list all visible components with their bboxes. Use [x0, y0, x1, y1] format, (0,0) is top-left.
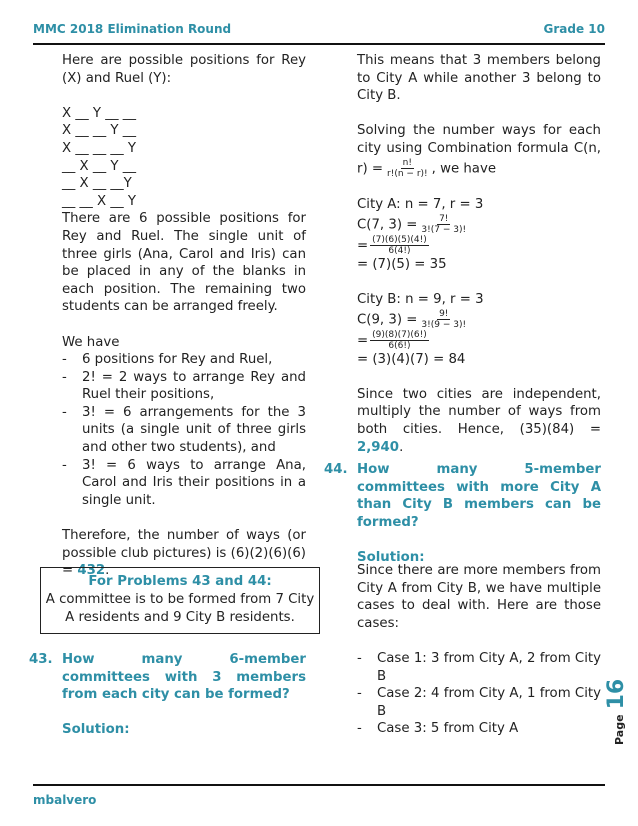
therefore-text: Therefore, the number of ways (or possible club pictures) is (6)(2)(6)(6) = 432.	[62, 528, 306, 579]
formula-para: Solving the number ways for each city using Combination formula C(n, r) = $\frac{n!}{r!(n - r)!}$ , we have	[357, 123, 601, 179]
city-b-simplify: = $\frac{(9)(8)(7)(6!)}{6(6!)}$	[357, 329, 427, 351]
problem-box	[40, 567, 320, 634]
page-header	[33, 22, 605, 42]
list-item: - Case 3: 5 from City A	[357, 721, 519, 737]
question-text: How many 5-member committees with more City A than City B members can be formed?	[357, 462, 601, 530]
answer-42: 432	[77, 563, 106, 579]
page-label: Page	[613, 714, 626, 745]
city-b-result: = (3)(4)(7) = 84	[357, 351, 466, 367]
position-line: X __ Y __ __	[62, 105, 137, 121]
question-44	[324, 461, 601, 567]
box-title: For Problems 43 and 44:	[88, 574, 272, 589]
explanation-text: There are 6 possible positions for Rey and Ruel. The single unit of three girls (Ana, Carol and Iris) can be placed in any of the blanks in each position. The remaining two students can be arranged freely.	[62, 211, 306, 315]
right-column	[357, 52, 601, 456]
list-item: - 2! = 2 ways to arrange Rey and Ruel their positions,	[62, 369, 306, 403]
header-title: MMC 2018 Elimination Round	[33, 22, 232, 36]
position-line: __ __ X __ Y	[62, 193, 137, 209]
list-item: - 6 positions for Rey and Ruel,	[62, 352, 273, 368]
position-line: __ X __ __Y	[62, 176, 132, 192]
question-number: 44.	[324, 462, 348, 477]
list-item: - Case 1: 3 from City A, 2 from City B	[357, 650, 601, 684]
city-a-simplify: = $\frac{(7)(6)(5)(4!)}{6(4!)}$	[357, 234, 427, 256]
header-grade: Grade 10	[543, 22, 605, 36]
page-digit: 16	[604, 678, 629, 710]
formula-fraction: $\frac{n!}{r!(n - r)!}$	[387, 157, 428, 179]
page-number	[604, 678, 629, 745]
header-rule	[33, 43, 605, 45]
right-para-1: This means that 3 members belong to City A while another 3 belong to City B.	[357, 53, 601, 104]
position-line: X __ __ Y __	[62, 123, 137, 139]
left-column	[62, 52, 306, 580]
cases-intro: Since there are more members from City A from City B, we have multiple cases to deal with. Here are those cases:	[357, 563, 601, 631]
city-b-combination: C(9, 3) = $\frac{9!}{3!(9 - 3)!}$	[357, 308, 467, 330]
footer-rule	[33, 784, 605, 786]
we-have-text: We have	[62, 334, 120, 350]
solution-label: Solution:	[357, 549, 425, 565]
question-43	[29, 651, 306, 739]
city-a-heading: City A: n = 7, r = 3	[357, 197, 484, 213]
q44-solution-body	[357, 562, 601, 738]
intro-text: Here are possible positions for Rey (X) and Ruel (Y):	[62, 53, 306, 86]
list-item: - Case 2: 4 from City A, 1 from City B	[357, 686, 601, 719]
list-item: - 3! = 6 arrangements for the 3 units (a single unit of three girls and other two students), and	[62, 404, 306, 456]
footer-author: mbalvero	[33, 793, 97, 807]
solution-label: Solution:	[62, 722, 130, 738]
question-number: 43.	[29, 652, 53, 667]
box-text: A committee is to be formed from 7 City A residents and 9 City B residents.	[45, 592, 315, 625]
list-item: - 3! = 6 ways to arrange Ana, Carol and Iris their positions in a single unit.	[62, 457, 306, 508]
city-a-combination: C(7, 3) = $\frac{7!}{3!(7 - 3)!}$	[357, 213, 467, 235]
question-text: How many 6-member committees with 3 members from each city can be formed?	[62, 652, 306, 703]
city-a-result: = (7)(5) = 35	[357, 256, 447, 272]
answer-43: 2,940	[357, 439, 400, 455]
right-para-3: Since two cities are independent, multiply the number of ways from both cities. Hence, (35)(84) = 2,940.	[357, 386, 601, 455]
city-b-heading: City B: n = 9, r = 3	[357, 291, 484, 307]
position-line: __ X __ Y __	[62, 158, 137, 174]
count-list	[62, 351, 306, 509]
cases-list	[357, 650, 601, 738]
position-line: X __ __ __ Y	[62, 140, 137, 156]
